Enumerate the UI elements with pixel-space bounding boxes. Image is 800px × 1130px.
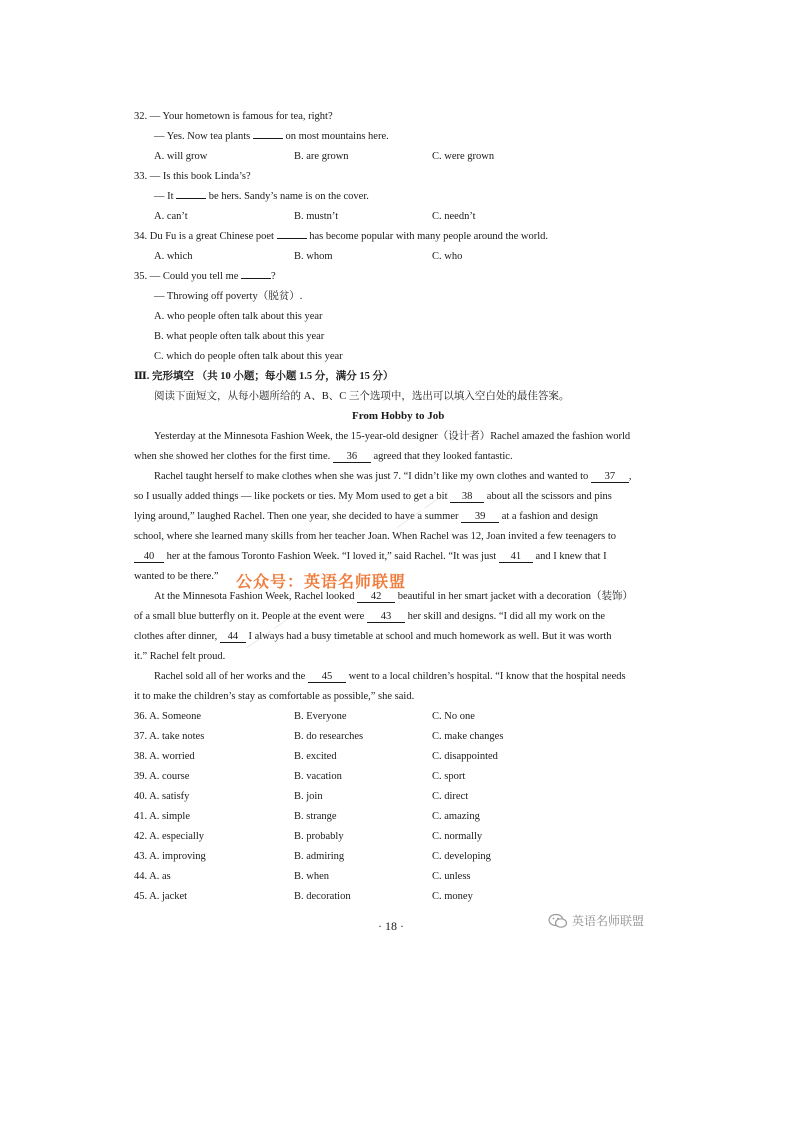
diagonal-watermark: ⸻ ⸻ [392, 484, 453, 533]
q34-option-a: A. which [154, 251, 193, 262]
answer-option-a: 43. A. improving [134, 851, 206, 862]
answer-option-b: B. decoration [294, 891, 351, 902]
answer-option-a: 36. A. Someone [134, 711, 202, 722]
answer-option-a: 41. A. simple [134, 811, 191, 822]
answer-option-a: 38. A. worried [134, 751, 195, 762]
passage-line: of a small blue butterfly on it. People at the event were 43 her skill and designs. “I did all my work on the [134, 611, 606, 622]
blank-39: 39 [461, 511, 499, 523]
answer-option-b: B. vacation [294, 771, 342, 782]
q34-stem: 34. Du Fu is a great Chinese poet has become popular with many people around the world. [134, 231, 549, 242]
logo-text: 英语名师联盟 [572, 914, 645, 928]
q33-option-c: C. needn’t [432, 211, 476, 222]
section-instruction: 阅读下面短文，从每小题所给的 A、B、C 三个选项中，选出可以填入空白处的最佳答案。 [154, 391, 570, 402]
answer-option-b: B. do researches [294, 731, 364, 742]
answer-option-c: C. developing [432, 851, 491, 862]
passage-line: it.” Rachel felt proud. [134, 651, 226, 662]
passage-line: so I usually added things — like pockets or ties. My Mom used to get a bit 38 about all the scissors and pins [134, 491, 612, 502]
answer-option-b: B. probably [294, 831, 344, 842]
q32-dialog: — Yes. Now tea plants on most mountains here. [154, 131, 389, 142]
q32-stem: 32. — Your hometown is famous for tea, right? [134, 111, 333, 122]
answer-option-b: B. excited [294, 751, 337, 762]
q33-dialog: — It be hers. Sandy’s name is on the cover. [154, 191, 369, 202]
q33-option-a: A. can’t [154, 211, 188, 222]
q32-option-b: B. are grown [294, 151, 349, 162]
passage-line: school, where she learned many skills from her teacher Joan. When Rachel was 12, Joan invited a few teenagers to [134, 531, 617, 542]
passage-line: Yesterday at the Minnesota Fashion Week, the 15-year-old designer（设计者）Rachel amazed the fashion world [154, 431, 631, 442]
answer-option-c: C. amazing [432, 811, 480, 822]
answer-option-a: 45. A. jacket [134, 891, 188, 902]
answer-option-b: B. Everyone [294, 711, 347, 722]
passage-line: Rachel sold all of her works and the 45 went to a local children’s hospital. “I know that the hospital needs [154, 671, 626, 682]
answer-option-a: 40. A. satisfy [134, 791, 190, 802]
q35-option-c: C. which do people often talk about this year [154, 351, 343, 362]
passage-line: lying around,” laughed Rachel. Then one year, she decided to have a summer 39 at a fashion and design [134, 511, 598, 522]
answer-option-a: 42. A. especially [134, 831, 204, 842]
blank-41: 41 [499, 551, 533, 563]
diagonal-watermark: ⸻ ⸻ [242, 604, 303, 653]
q35-blank [241, 278, 271, 279]
passage-line: clothes after dinner, 44 I always had a busy timetable at school and much homework as well. But it was worth [134, 631, 612, 642]
blank-45: 45 [308, 671, 346, 683]
answer-option-a: 37. A. take notes [134, 731, 205, 742]
answer-option-c: C. unless [432, 871, 471, 882]
passage-line: At the Minnesota Fashion Week, Rachel looked 42 beautiful in her smart jacket with a decoration（装饰） [154, 591, 634, 602]
answer-option-c: C. direct [432, 791, 469, 802]
q34-option-b: B. whom [294, 251, 333, 262]
answer-option-c: C. make changes [432, 731, 504, 742]
blank-40: 40 [134, 551, 164, 563]
passage-title: From Hobby to Job [352, 410, 445, 422]
blank-38: 38 [450, 491, 484, 503]
passage-line: Rachel taught herself to make clothes when she was just 7. “I didn’t like my own clothes and wanted to 37 , [154, 471, 632, 482]
blank-36: 36 [333, 451, 371, 463]
answer-option-c: C. No one [432, 711, 475, 722]
q33-stem: 33. — Is this book Linda’s? [134, 171, 251, 182]
q32-option-c: C. were grown [432, 151, 495, 162]
answer-option-b: B. admiring [294, 851, 345, 862]
section-heading: Ⅲ. 完形填空 （共 10 小题；每小题 1.5 分，满分 15 分） [134, 371, 394, 382]
answer-option-c: C. normally [432, 831, 483, 842]
answer-option-b: B. when [294, 871, 329, 882]
q35-option-a: A. who people often talk about this year [154, 311, 323, 322]
blank-42: 42 [357, 591, 395, 603]
blank-43: 43 [367, 611, 405, 623]
q34-blank [277, 238, 307, 239]
page-number: · 18 · [378, 919, 404, 933]
answer-option-b: B. join [294, 791, 323, 802]
q32-blank [253, 138, 283, 139]
answer-option-c: C. sport [432, 771, 466, 782]
blank-44: 44 [220, 631, 246, 643]
q32-option-a: A. will grow [154, 151, 208, 162]
q35-stem: 35. — Could you tell me ? [134, 271, 276, 282]
q35-option-b: B. what people often talk about this year [154, 331, 325, 342]
passage-line: 40 her at the famous Toronto Fashion Week. “I loved it,” said Rachel. “It was just 41 and I knew that I [134, 550, 607, 563]
passage-line: when she showed her clothes for the first time. 36 agreed that they looked fantastic. [134, 451, 513, 462]
blank-37: 37 [591, 471, 629, 483]
wechat-logo [548, 912, 644, 929]
q35-dialog: — Throwing off poverty（脱贫）. [154, 291, 303, 302]
q34-option-c: C. who [432, 251, 463, 262]
passage-line: wanted to be there.” [134, 571, 219, 582]
q33-option-b: B. mustn’t [294, 211, 339, 222]
answer-option-b: B. strange [294, 811, 337, 822]
q33-blank [176, 198, 206, 199]
answer-option-c: C. disappointed [432, 751, 498, 762]
answer-option-a: 39. A. course [134, 771, 190, 782]
passage-line: it to make the children’s stay as comfortable as possible,” she said. [134, 691, 415, 702]
watermark-text: 公众号：英语名师联盟 [236, 572, 407, 591]
answer-option-a: 44. A. as [134, 871, 171, 882]
answer-option-c: C. money [432, 891, 473, 902]
wechat-icon [548, 913, 568, 929]
